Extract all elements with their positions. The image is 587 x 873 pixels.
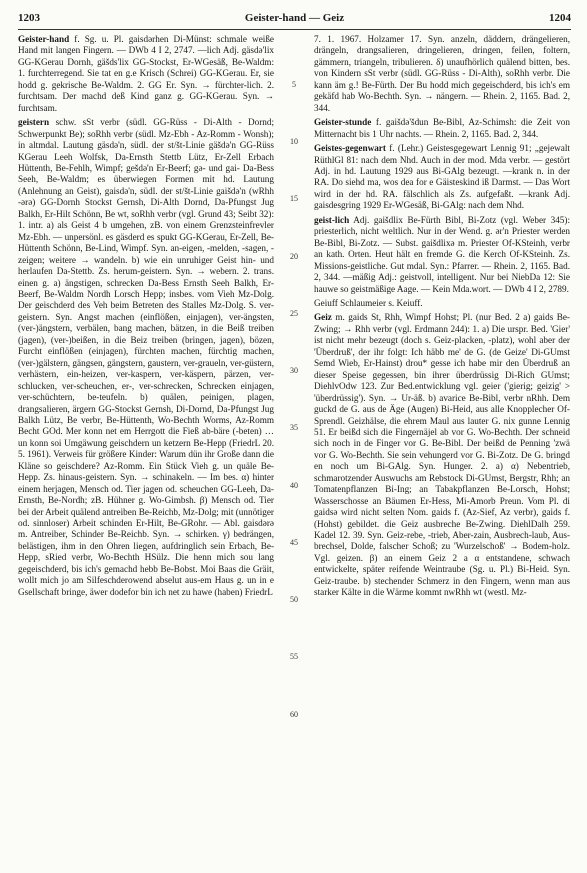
line-number: 40 (290, 480, 298, 490)
line-number: 50 (290, 595, 298, 605)
line-number: 15 (290, 194, 298, 204)
entry-text: f. Sg. u. Pl. gaisdǝrhen Di-Münst: schmale weiße Hand mit langen Fingern. — DWb 4 I 2, 2747. —lich Adj. gäsdǝ'lix GG-KGerau Dornh, gäšds'lix GG-Stockst, Er-WGesäß, Be-Waldm: 1. furchterregend. Sie tat en g.e Krisch (Schrei) GG-KGerau. Er, sie hodd g. gekrische Be-Waldm. 2. GG Er. Syn. → fürchter-lich. 2. furchtsam. Der machd deß Kind ganz g. GG-KGerau. Syn. → furchtsam. (18, 34, 274, 113)
entry-lemma: Geister-stunde (314, 117, 372, 128)
line-number: 5 (292, 79, 296, 89)
line-number: 45 (290, 537, 298, 547)
entry-text: Geiuff Schlaumeier s. Keiuff. (314, 297, 423, 308)
entry-lemma: Geiz (314, 312, 332, 323)
dictionary-entry (18, 34, 274, 114)
entry-text: Adj. gaišdlix Be-Fürth Bibl, Bi-Zotz (vgl. Weber 345): priesterlich, nicht weltlich. Nur in der Wend. g. ǝr'n Priester werden Be-Bibl, Bi-Zotz. — Subst. gaišdlixǝ m. Priester Of-KSteinh, verbr an kath. Orten. Heut hält en fremde G. die Kerch Of-KSteinh. Zs. Missions-geistliche. Gut mdal. Syn.: Pfarrer. — Rhein. 2, 1165. Bad. 2, 344. —mäßig Adj.: geistvoll, intelligent. Nur bei NiebDa 12: Sie hauwe so geistmäßige Aage. — Kein Mda.wort. — DWb 4 I 2, 2789. (314, 214, 570, 294)
entry-text: f. gaišdǝ'šdun Be-Bibl, Az-Schimsh: die Zeit von Mitternacht bis 1 Uhr nachts. — Rhein. 2, 1165. Bad. 2, 344. (314, 117, 570, 139)
left-column (18, 34, 274, 859)
line-number: 60 (290, 709, 298, 719)
dictionary-entry (314, 143, 570, 212)
entry-lemma: Geistes-gegenwart (314, 143, 386, 154)
line-number: 10 (290, 137, 298, 147)
entry-lemma: Geister-hand (18, 34, 70, 44)
dictionary-entry (314, 298, 570, 309)
dictionary-entry (18, 117, 274, 598)
entry-text: 7. 1. 1967. Holzamer 17. Syn. anzeln, däddern, drängelieren, drängeln, drangsalieren, dringelieren, dringen, feilen, foltern, gämmern, triangeln, tribulieren. δ) unaufhörlich quälend bitten, bes. von Kindern sSt verbr (südl. GG-Rüss - Di-Alth), soRhh verbr. Die kann äm g.! Be-Fürth. Der Bu hodd mich gegeischderd, bis ich's em gekäfd hab Wo-Bechth. Syn. → nängern. — Rhein. 2, 1165. Bad. 2, 344. (314, 34, 570, 113)
running-header (18, 12, 571, 26)
dictionary-entry (314, 215, 570, 295)
entry-lemma: geistern (18, 117, 50, 128)
page-number-right: 1204 (549, 12, 571, 24)
dictionary-entry (314, 312, 570, 598)
line-number: 55 (290, 652, 298, 662)
entry-text: f. (Lehr.) Geistesgegewart Lennig 91; „gejewalt RüthlGl 81: nach dem Nhd. Auch in der mod. Mda verbr. — gestört Adj. in hd. Lautung 1929 aus Bi-GAlg bezeugt. —krank n. in der RA. Do siehd ma, wos dea for e Gäisteskind iß Darmst. — Das Wort wird in der hd. RA. fälschlich als Zs. aufgefaßt. —krank Adj. gaisdesgring 1929 Er-WGesäß, Bi-GAlg: nach dem Nhd. (314, 143, 570, 211)
entry-text: m. gaids St, Rhh, Wimpf Hohst; Pl. (nur Bed. 2 a) gaids Be-Zwing; → Rhh verbr (vgl. Erdmann 244): 1. a) Die urspr. Bed. 'Gier' ist nicht mehr bezeugt (doch s. Geiz-placken, -platz), wohl aber der 'Überdruß', der ihr folgt: Ich häbb me' de G. (de Geize' Di-GUmst Semd Wieb, Er-Hainst) drou* gesse ich habe mir den Überdruß an dieser Speise gegessen, bin ihrer überdrüssig Di-Rich GUmst; DiehlvOdw 123. Zur Bed.entwicklung vgl. geier ('gierig; geizig' > 'überdrüssig'). Syn. → Ur-äß. b) avarice Be-Bibl, verbr nRhh. Dem guckd de G. aus de Äge (Augen) Bi-Heid, aus alle Knopplecher Of-Sprendl. Geizhälse, die ehrem Maul aus lauter G. nix gunne Lennig 51. Er beißd sich die Fingernäjel ab vor G. Wo-Bechth. Der schneid sich noch in de Finger vor G. Be-Bibl. Der beißd de Penning 'zwä vor G. Wo-Bechth. Sie sein vehungerd vor G. Bi-Zotz. De G. bringd en noch um Bi-GAlg. Syn. Hunger. 2. a) α) Nebentrieb, schmarotzender Auswuchs am Rebstock Di-GUmst, Bergstr, Rhh; an Tomatenpflanzen Bi-Ing; an Tabakpflanzen Be-Lorsch, Hohst; Wasserschosse an Bäumen Er-Hess, Mi-Amorb Preun. Vom Pl. di gaidsǝ wird nicht selten Nom. gaids f. (Az-Sief, Az verbr), gaids f. (Hohst) gebildet. die Geiz ausbreche Be-Zwing. DiehlDalh 259. Kadel 12. 39. Syn. Geiz-rebe, -trieb, Aber-zain, Ausbrech-laub, Aus-brechsel, Dolde, falscher Schoß; zu 'Wurzelschoß' → Bodem-holz. Vgl. geizen. β) an einem Geiz 2 a α entstandene, schwach entwickelte, später reifende Weintraube (Sg. u. Pl.) Bi-Heid. Syn. Geiz-traube. b) stechender Schmerz in den Fingern, wenn man aus starker Kälte in die Wärme kommt nwRhh wt (westl. Mz- (314, 312, 570, 598)
entry-lemma: geist-lich (314, 214, 350, 225)
line-number: 20 (290, 251, 298, 261)
page-number-left: 1203 (18, 12, 40, 24)
right-column (314, 34, 570, 859)
entry-text: schw. sSt verbr (südl. GG-Rüss - Di-Alth - Dornd; Schwerpunkt Be); soRhh verbr (südl. Mz-Ebh - Az-Romm - Wonsh); in altmdal. Lautung gäsdǝ'n, südl. der st/št-Linie gäšdǝ'n GG-Rüss KGerau Leeh Wolfsk, Da-Ernsth Stettb Lütz, Er-Zell Erbach Hüttenth, Be-Fehlh, Wimpf; gešdǝ'n Er-Beerf; gǝ- und gai- Da-Bess Seeh, Be-Waldm; es überwiegen Formen mit hd. Lautung (Anlehnung an Geist), gaisdǝ'n, südl. der st/št-Linie gaišdǝ'n (wRhh -ǝrǝ) GG-Dornh Stockst Gernsh, Di-Alth Dornd, Da-Pfungst Jug Balkh, Er-Hilt Schönn, Be wt, soRhh verbr (vgl. Grund 43; Seibt 32): 1. intr. a) als Geist 4 b umgehen, zB. von einem Grenzsteinfrevler Mz-Ebh. — unpersönl. es gäsderd es spukt GG-KGerau, Er-Zell, Be-Hüttenth Schönn, Be-Lind, Wimpf. Syn. an-eigen, -melden, -sagen, -zeigen; weitere → wandeln. b) wie ein unruhiger Geist hin- und herlaufen Da-Stettb. Zs. herum-geistern. Syn. → webern. 2. trans. einen g. a) ängstigen, schrecken Da-Bess Ernsth Seeh Balkh, Er-Beerf, Be-Waldm Nordh Lorsch Hepp; insbes. vom Vieh Mz-Dolg. Der geischderd des Veh beim Betreten des Stalles Mz-Dolg. S. ver-geistern. Syn. Angst machen (einflößen, einjagen), ver-ängsten, (ver-)ängstern, verbälen, bang machen, bätzen, in die Beiß treiben (jagen), (ver-)beißen, in die Beiz treiben (bringen, jagen), bözen, Furcht einflößen (einjagen), fürchten machen, fürchtig machen, (ver-)gälstern, gängsen, gängstern, gaustern, ver-graueln, ver-güstern, verhästern, ein-heizen, ver-kaspern, ver-käspern, pärzen, ver-schlucken, ver-scheuchen, er-, ver-schrecken, Schrecken einjagen, ver-schüchtern, be-teufeln. b) quälen, peinigen, plagen, drangsalieren, ärgern GG-Stockst Gernsh, Di-Dornd, Da-Pfungst Jug Balkh Lütz, Be verbr, Be-Hüttenth, Wo-Bechth Worms, Az-Romm Becht GOd. Mer konn net em Herrgott die Fieß ab-bäre (-beten) … un konn soi Umgäwung geischdern un ketzern Be-Hepp (FriedrL 20. 5. 1961). Verweis für größere Kinder: Warum dün ihr Große dann die Kläne so geischdere? Az-Romm. Ein Stück Vieh g. un quäle Be-Hepp. Zs. hinaus-geistern. Syn. → schinakeln. — Im bes. α) hinter einem herjagen, Mensch od. Tier jagen od. scheuchen GG-Leeh, Da-Ernsth, Be-Nordh; zB. Hühner g. Wo-Gimbsh. β) Mensch od. Tier bei der Arbeit quälend antreiben Be-Reichb, Mz-Dolg; mit (unnötiger od. sinnloser) Arbeit schinden Er-Hilt, Be-GRohr. — Abl. gaisdǝrǝ m. Antreiber, Schinder Be-Reichb. Syn. → schirken. γ) bedrängen, belästigen, ihm in den Ohren liegen, aufdringlich sein Erbach, Be-Hepp, sRied verbr, Wo-Bechth HSülz. Die henn mich sou lang gegeischderd, bis ich's gemachd hebb Be-Bobst. Moi Baas die Gräit, wollt mich jo am Silfeschderowend abselut aus-em Haus g. un in e Gsellschaft bringe, äwer dodefor bin ich net zu hawe (haben) FriedrL (18, 117, 274, 597)
line-number: 30 (290, 366, 298, 376)
dictionary-entry (314, 34, 570, 114)
line-number: 25 (290, 308, 298, 318)
page-title: Geister-hand — Geiz (244, 12, 345, 24)
header-rule (18, 29, 571, 30)
dictionary-entry (314, 117, 570, 140)
line-number: 35 (290, 423, 298, 433)
